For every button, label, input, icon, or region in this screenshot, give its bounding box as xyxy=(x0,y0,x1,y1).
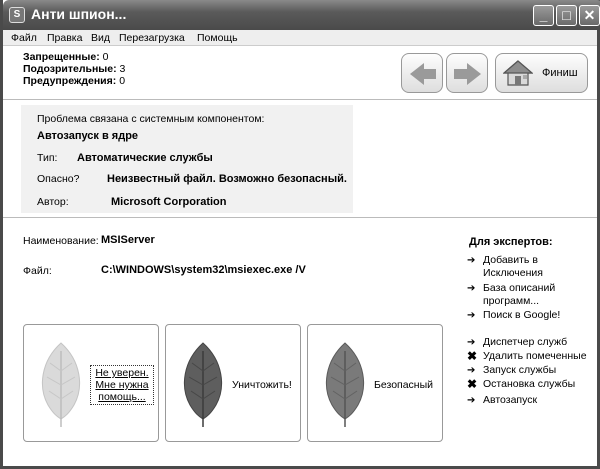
arrow-icon: ➔ xyxy=(467,255,476,266)
menu-bar xyxy=(3,30,597,46)
menu-view[interactable]: Вид xyxy=(91,32,110,44)
unsure-help-link[interactable]: Не уверен. Мне нужна помощь... xyxy=(90,365,154,405)
arrow-icon: ➔ xyxy=(467,283,476,294)
leaf-icon xyxy=(36,339,86,429)
divider xyxy=(3,99,597,100)
count-warnings: Предупреждения: 0 xyxy=(23,75,126,87)
divider xyxy=(3,217,597,218)
author-value: Microsoft Corporation xyxy=(111,196,227,208)
name-value: MSIServer xyxy=(101,234,155,246)
delete-marked-link[interactable]: ✖ Удалить помеченные xyxy=(467,349,587,363)
menu-file[interactable]: Файл xyxy=(11,32,37,44)
finish-label: Финиш xyxy=(542,67,578,79)
menu-edit[interactable]: Правка xyxy=(47,32,83,44)
window-title: Анти шпион... xyxy=(31,6,127,22)
problem-intro: Проблема связана с системным компонентом: xyxy=(37,113,265,125)
unsure-card[interactable] xyxy=(23,324,159,442)
file-value: C:\WINDOWS\system32\msiexec.exe /V xyxy=(101,264,306,276)
safe-card[interactable] xyxy=(307,324,443,442)
start-service-link[interactable]: ➔ Запуск службы xyxy=(467,364,557,376)
autorun-link[interactable]: ➔ Автозапуск xyxy=(467,394,538,406)
leaf-icon xyxy=(178,339,228,429)
title-bar[interactable] xyxy=(3,0,600,30)
service-manager-link[interactable]: ➔ Диспетчер служб xyxy=(467,336,568,348)
type-label: Тип: xyxy=(37,152,58,164)
author-label: Автор: xyxy=(37,196,69,208)
danger-value: Неизвестный файл. Возможно безопасный. xyxy=(107,173,347,185)
danger-label: Опасно? xyxy=(37,173,80,185)
destroy-card[interactable] xyxy=(165,324,301,442)
stop-service-link[interactable]: ✖ Остановка службы xyxy=(467,377,576,391)
name-label: Наименование: xyxy=(23,235,99,247)
problem-component: Автозапуск в ядре xyxy=(37,130,139,142)
x-icon: ✖ xyxy=(467,377,478,391)
google-search-link[interactable]: ➔ Поиск в Google! xyxy=(467,309,561,321)
back-button[interactable] xyxy=(401,53,443,93)
arrow-icon: ➔ xyxy=(467,365,476,376)
description-db-link[interactable]: ➔ База описаний программ... xyxy=(467,282,556,307)
safe-label: Безопасный xyxy=(374,379,434,391)
count-suspicious: Подозрительные: 3 xyxy=(23,63,126,75)
leaf-icon xyxy=(320,339,370,429)
forward-button[interactable] xyxy=(446,53,488,93)
finish-button[interactable] xyxy=(495,53,588,93)
arrow-icon: ➔ xyxy=(467,337,476,348)
minimize-button[interactable]: _ xyxy=(533,5,554,26)
arrow-icon: ➔ xyxy=(467,310,476,321)
close-button[interactable]: ✕ xyxy=(579,5,600,26)
problem-panel xyxy=(21,105,353,213)
menu-help[interactable]: Помощь xyxy=(197,32,238,44)
app-icon: S xyxy=(9,7,25,23)
arrow-icon: ➔ xyxy=(467,395,476,406)
maximize-button[interactable]: □ xyxy=(556,5,577,26)
house-icon xyxy=(503,59,533,87)
x-icon: ✖ xyxy=(467,349,478,363)
add-exclusion-link[interactable]: ➔ Добавить в Исключения xyxy=(467,254,543,279)
experts-title: Для экспертов: xyxy=(469,236,553,248)
threat-counts xyxy=(23,51,125,87)
count-forbidden: Запрещенные: 0 xyxy=(23,51,109,63)
arrow-right-icon xyxy=(467,63,481,85)
type-value: Автоматические службы xyxy=(77,152,213,164)
menu-reboot[interactable]: Перезагрузка xyxy=(119,32,185,44)
arrow-left-icon xyxy=(410,63,424,85)
destroy-label: Уничтожить! xyxy=(232,379,292,391)
file-label: Файл: xyxy=(23,265,52,277)
